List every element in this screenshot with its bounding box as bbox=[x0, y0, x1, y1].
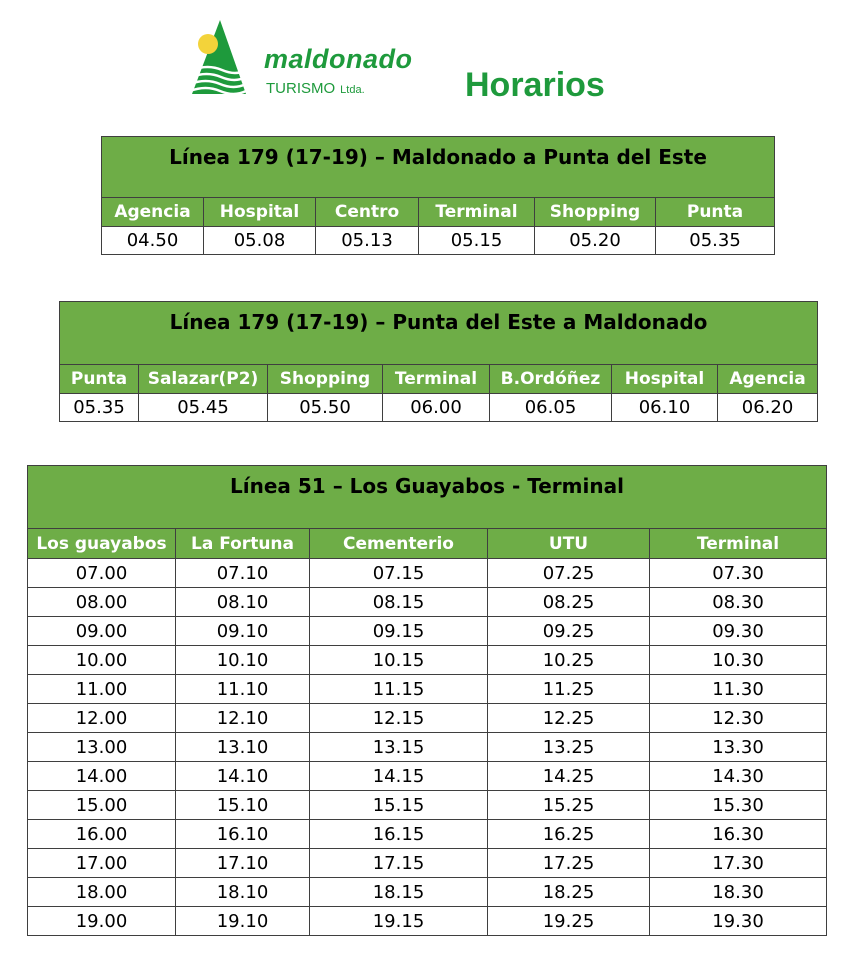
time-cell: 17.10 bbox=[176, 849, 310, 878]
time-cell: 05.20 bbox=[535, 227, 656, 255]
time-cell: 08.25 bbox=[488, 588, 650, 617]
time-cell: 10.15 bbox=[310, 646, 488, 675]
time-cell: 05.50 bbox=[268, 394, 383, 422]
column-header: Terminal bbox=[650, 529, 827, 559]
time-cell: 08.10 bbox=[176, 588, 310, 617]
time-cell: 12.25 bbox=[488, 704, 650, 733]
table-row bbox=[28, 617, 827, 646]
column-header: Agencia bbox=[102, 198, 204, 227]
time-cell: 19.15 bbox=[310, 907, 488, 936]
time-cell: 07.25 bbox=[488, 559, 650, 588]
time-cell: 15.30 bbox=[650, 791, 827, 820]
time-cell: 16.10 bbox=[176, 820, 310, 849]
column-header: La Fortuna bbox=[176, 529, 310, 559]
time-cell: 17.15 bbox=[310, 849, 488, 878]
time-cell: 07.00 bbox=[28, 559, 176, 588]
time-cell: 16.25 bbox=[488, 820, 650, 849]
table-row bbox=[60, 394, 818, 422]
column-header: Shopping bbox=[268, 365, 383, 394]
time-cell: 19.00 bbox=[28, 907, 176, 936]
time-cell: 14.00 bbox=[28, 762, 176, 791]
time-cell: 11.10 bbox=[176, 675, 310, 704]
time-cell: 08.00 bbox=[28, 588, 176, 617]
column-header: Centro bbox=[316, 198, 419, 227]
time-cell: 14.15 bbox=[310, 762, 488, 791]
time-cell: 09.30 bbox=[650, 617, 827, 646]
time-cell: 05.35 bbox=[656, 227, 775, 255]
time-cell: 07.15 bbox=[310, 559, 488, 588]
column-header: Terminal bbox=[419, 198, 535, 227]
column-header: Agencia bbox=[718, 365, 818, 394]
time-cell: 16.30 bbox=[650, 820, 827, 849]
table-title: Línea 179 (17-19) – Punta del Este a Maldonado bbox=[60, 302, 818, 365]
time-cell: 12.10 bbox=[176, 704, 310, 733]
time-cell: 10.25 bbox=[488, 646, 650, 675]
time-cell: 12.00 bbox=[28, 704, 176, 733]
table-row bbox=[28, 675, 827, 704]
brand-sub-suffix: Ltda. bbox=[340, 84, 365, 96]
time-cell: 05.35 bbox=[60, 394, 139, 422]
table-title: Línea 51 – Los Guayabos - Terminal bbox=[28, 466, 827, 529]
time-cell: 17.00 bbox=[28, 849, 176, 878]
time-cell: 10.30 bbox=[650, 646, 827, 675]
time-cell: 18.10 bbox=[176, 878, 310, 907]
time-cell: 14.25 bbox=[488, 762, 650, 791]
timetable-punta-maldonado bbox=[59, 301, 818, 422]
time-cell: 15.15 bbox=[310, 791, 488, 820]
logo-sun bbox=[198, 34, 218, 54]
time-cell: 15.25 bbox=[488, 791, 650, 820]
time-cell: 07.10 bbox=[176, 559, 310, 588]
table-row bbox=[28, 646, 827, 675]
column-header: Salazar(P2) bbox=[139, 365, 268, 394]
time-cell: 11.25 bbox=[488, 675, 650, 704]
time-cell: 16.00 bbox=[28, 820, 176, 849]
time-cell: 11.30 bbox=[650, 675, 827, 704]
time-cell: 13.00 bbox=[28, 733, 176, 762]
brand-sub-text: TURISMO bbox=[266, 80, 336, 97]
time-cell: 06.10 bbox=[612, 394, 718, 422]
table-row bbox=[28, 907, 827, 936]
time-cell: 09.10 bbox=[176, 617, 310, 646]
column-header: Punta bbox=[656, 198, 775, 227]
time-cell: 04.50 bbox=[102, 227, 204, 255]
table-row bbox=[28, 733, 827, 762]
time-cell: 08.15 bbox=[310, 588, 488, 617]
time-cell: 09.00 bbox=[28, 617, 176, 646]
time-cell: 05.15 bbox=[419, 227, 535, 255]
time-cell: 13.25 bbox=[488, 733, 650, 762]
time-cell: 18.25 bbox=[488, 878, 650, 907]
time-cell: 17.30 bbox=[650, 849, 827, 878]
time-cell: 11.15 bbox=[310, 675, 488, 704]
column-header: UTU bbox=[488, 529, 650, 559]
time-cell: 19.30 bbox=[650, 907, 827, 936]
time-cell: 18.30 bbox=[650, 878, 827, 907]
time-cell: 16.15 bbox=[310, 820, 488, 849]
time-cell: 05.08 bbox=[204, 227, 316, 255]
time-cell: 06.05 bbox=[490, 394, 612, 422]
table-row bbox=[28, 849, 827, 878]
time-cell: 05.13 bbox=[316, 227, 419, 255]
time-cell: 14.10 bbox=[176, 762, 310, 791]
brand-subtitle bbox=[266, 81, 365, 96]
table-row bbox=[28, 559, 827, 588]
time-cell: 13.30 bbox=[650, 733, 827, 762]
time-cell: 17.25 bbox=[488, 849, 650, 878]
table-row bbox=[28, 704, 827, 733]
table-row bbox=[28, 820, 827, 849]
column-header: Cementerio bbox=[310, 529, 488, 559]
column-header: Los guayabos bbox=[28, 529, 176, 559]
time-cell: 10.10 bbox=[176, 646, 310, 675]
time-cell: 06.20 bbox=[718, 394, 818, 422]
page-title: Horarios bbox=[465, 66, 605, 104]
column-header: Shopping bbox=[535, 198, 656, 227]
table-row bbox=[28, 791, 827, 820]
mountain-sun-logo-icon bbox=[188, 20, 246, 98]
column-header: Punta bbox=[60, 365, 139, 394]
table-row bbox=[102, 227, 775, 255]
time-cell: 19.10 bbox=[176, 907, 310, 936]
timetable-maldonado-punta bbox=[101, 136, 775, 255]
time-cell: 05.45 bbox=[139, 394, 268, 422]
table-title: Línea 179 (17-19) – Maldonado a Punta del Este bbox=[102, 137, 775, 198]
column-header: Terminal bbox=[383, 365, 490, 394]
time-cell: 12.15 bbox=[310, 704, 488, 733]
time-cell: 12.30 bbox=[650, 704, 827, 733]
time-cell: 08.30 bbox=[650, 588, 827, 617]
column-header: Hospital bbox=[612, 365, 718, 394]
time-cell: 07.30 bbox=[650, 559, 827, 588]
time-cell: 11.00 bbox=[28, 675, 176, 704]
time-cell: 10.00 bbox=[28, 646, 176, 675]
time-cell: 14.30 bbox=[650, 762, 827, 791]
time-cell: 15.10 bbox=[176, 791, 310, 820]
time-cell: 09.25 bbox=[488, 617, 650, 646]
table-row bbox=[28, 878, 827, 907]
logo-graphic bbox=[188, 20, 246, 98]
column-header: Hospital bbox=[204, 198, 316, 227]
time-cell: 06.00 bbox=[383, 394, 490, 422]
time-cell: 15.00 bbox=[28, 791, 176, 820]
time-cell: 19.25 bbox=[488, 907, 650, 936]
time-cell: 09.15 bbox=[310, 617, 488, 646]
time-cell: 13.10 bbox=[176, 733, 310, 762]
table-row bbox=[28, 588, 827, 617]
time-cell: 18.15 bbox=[310, 878, 488, 907]
time-cell: 18.00 bbox=[28, 878, 176, 907]
column-header: B.Ordóñez bbox=[490, 365, 612, 394]
brand-name: maldonado bbox=[264, 44, 413, 74]
timetable-los-guayabos-terminal bbox=[27, 465, 827, 936]
table-row bbox=[28, 762, 827, 791]
time-cell: 13.15 bbox=[310, 733, 488, 762]
